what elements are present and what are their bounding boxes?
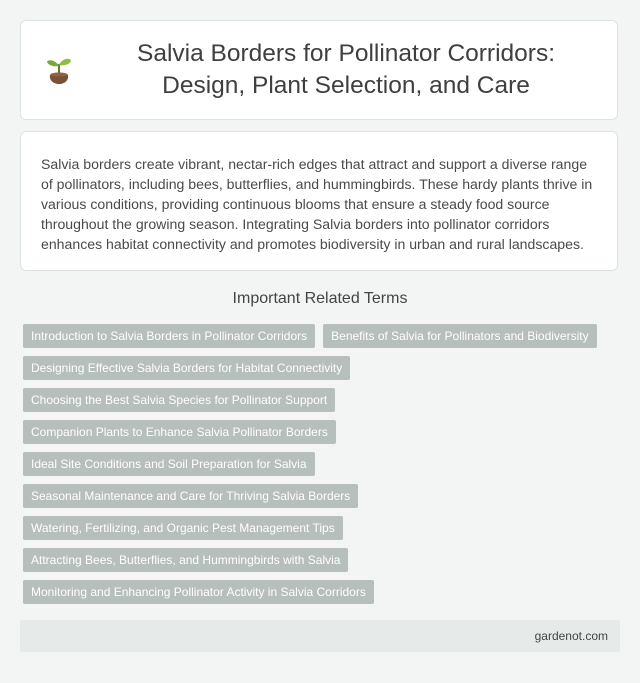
summary-text: Salvia borders create vibrant, nectar-rich edges that attract and support a diverse range of pollinators, including bees, butterflies, and hummingbirds. These hardy plants thrive in various conditions, providing continuous blooms that ensure a steady food source throughout the growing season. Integrating Salvia borders into pollinator corridors enhances habitat connectivity and promotes biodiversity in urban and rural landscapes.	[41, 156, 593, 252]
summary-card	[20, 131, 618, 271]
tag-site-conditions[interactable]: Ideal Site Conditions and Soil Preparation for Salvia	[23, 452, 315, 476]
seedling-icon	[41, 52, 77, 88]
footer-site[interactable]: gardenot.com	[534, 629, 608, 643]
tag-row	[23, 452, 623, 476]
tag-row	[23, 484, 623, 508]
tag-introduction[interactable]: Introduction to Salvia Borders in Pollinator Corridors	[23, 324, 315, 348]
tag-row	[23, 580, 623, 604]
tag-choosing-species[interactable]: Choosing the Best Salvia Species for Pollinator Support	[23, 388, 335, 412]
tag-row	[23, 548, 623, 572]
tag-monitoring[interactable]: Monitoring and Enhancing Pollinator Activity in Salvia Corridors	[23, 580, 374, 604]
tag-benefits[interactable]: Benefits of Salvia for Pollinators and Biodiversity	[323, 324, 596, 348]
tag-row	[23, 356, 623, 380]
tag-attracting-pollinators[interactable]: Attracting Bees, Butterflies, and Hummingbirds with Salvia	[23, 548, 348, 572]
tag-row	[23, 516, 623, 540]
related-terms-heading: Important Related Terms	[232, 290, 408, 307]
tag-watering-fertilizing[interactable]: Watering, Fertilizing, and Organic Pest Management Tips	[23, 516, 343, 540]
tag-row	[23, 388, 623, 412]
title-card	[20, 20, 618, 120]
tag-seasonal-maintenance[interactable]: Seasonal Maintenance and Care for Thriving Salvia Borders	[23, 484, 358, 508]
title-wrap	[21, 38, 617, 102]
related-terms-list	[23, 324, 623, 612]
tag-companion-plants[interactable]: Companion Plants to Enhance Salvia Pollinator Borders	[23, 420, 336, 444]
footer	[20, 620, 620, 652]
tag-row	[23, 420, 623, 444]
tag-designing[interactable]: Designing Effective Salvia Borders for Habitat Connectivity	[23, 356, 350, 380]
page-title: Salvia Borders for Pollinator Corridors: Design, Plant Selection, and Care	[136, 40, 556, 99]
tag-row	[23, 324, 623, 348]
